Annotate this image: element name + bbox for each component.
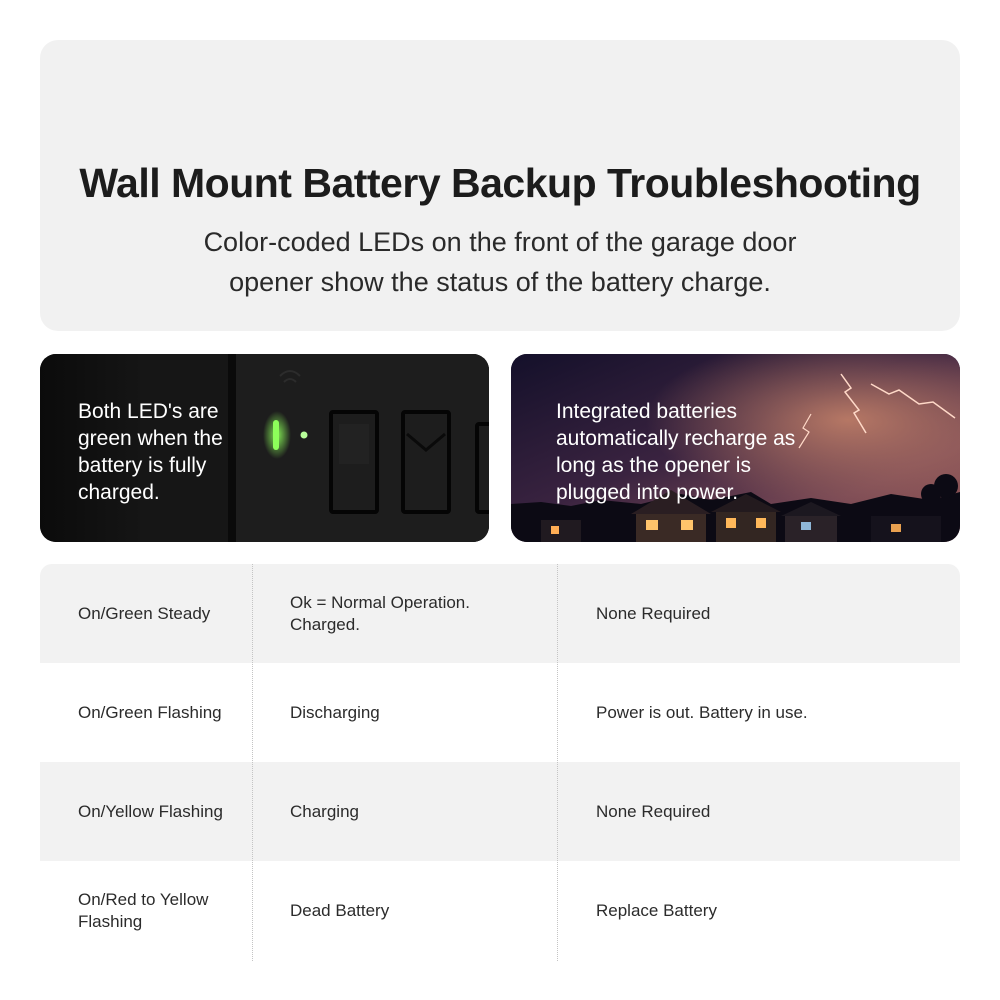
status-cell: Charging xyxy=(290,801,359,821)
action-cell: None Required xyxy=(596,603,711,623)
status-cell: Dead Battery xyxy=(290,900,390,920)
led-panel-caption: Both LED's are green when the battery is fully charged. xyxy=(78,400,223,504)
table-row xyxy=(40,663,960,762)
storm-panel-caption: Integrated batteries automatically recharge as long as the opener is plugged into power. xyxy=(556,400,796,504)
column-divider xyxy=(557,564,558,961)
green-led-1 xyxy=(273,420,279,450)
led-state-cell: On/Yellow Flashing xyxy=(78,801,223,821)
troubleshooting-table xyxy=(40,564,960,961)
status-cell: Ok = Normal Operation. Charged. xyxy=(290,592,470,634)
action-cell: Power is out. Battery in use. xyxy=(596,702,808,722)
table-row xyxy=(40,861,960,960)
status-cell: Discharging xyxy=(290,702,380,722)
page-subtitle: Color-coded LEDs on the front of the garage door opener show the status of the battery charge. xyxy=(203,227,797,297)
action-cell: None Required xyxy=(596,801,711,821)
storm-photo-panel xyxy=(511,354,960,542)
page-title: Wall Mount Battery Backup Troubleshooting xyxy=(79,160,921,206)
header-card xyxy=(40,40,960,331)
led-state-cell: On/Green Steady xyxy=(78,603,211,623)
table-row xyxy=(40,762,960,861)
column-divider xyxy=(252,564,253,961)
action-cell: Replace Battery xyxy=(596,900,717,920)
green-led-2 xyxy=(301,432,308,439)
table-row xyxy=(40,564,960,663)
led-state-cell: On/Red to Yellow Flashing xyxy=(78,889,209,931)
led-photo-panel xyxy=(40,354,489,542)
led-state-cell: On/Green Flashing xyxy=(78,702,222,722)
